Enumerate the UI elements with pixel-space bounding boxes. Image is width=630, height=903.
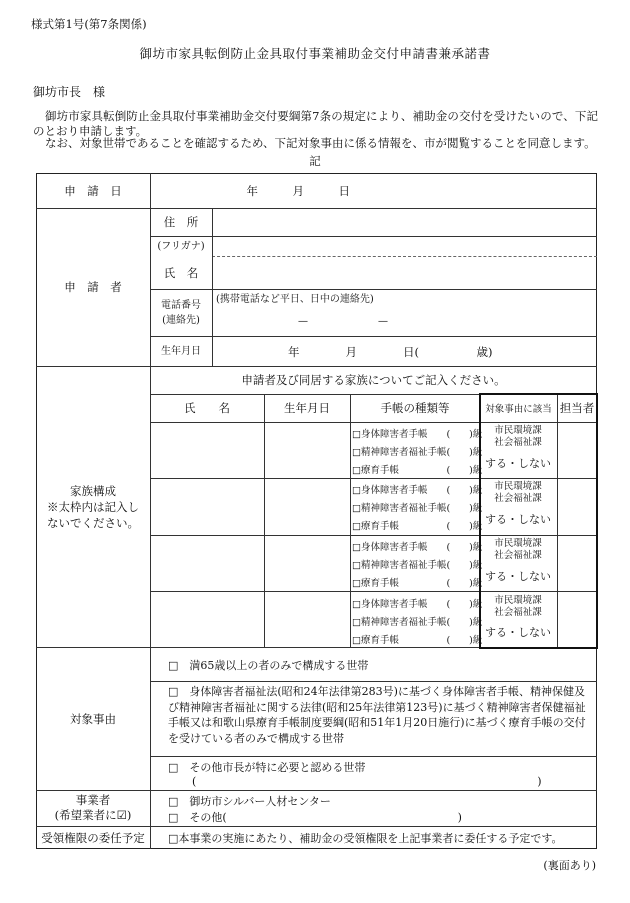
page-title: 御坊市家具転倒防止金具取付事業補助金交付申請書兼承諾書	[139, 46, 491, 61]
applies-choice[interactable]: する・しない	[485, 570, 551, 583]
handbook-option[interactable]: □身体障害者手帳 ( )級	[352, 599, 483, 610]
contractor-label: 事業者 (希望業者に☑)	[54, 793, 132, 822]
family-label: 家族構成 ※太枠内は記入し ないでください。	[47, 483, 139, 530]
col-name: 氏 名	[184, 401, 230, 415]
application-date-field[interactable]: 年 月 日	[246, 183, 350, 198]
back-side-note: (裏面あり)	[543, 859, 596, 872]
ki-mark: 記	[309, 154, 321, 168]
intro-paragraph-2: なお、対象世帯であることを確認するため、下記対象事由に係る情報を、市が閲覧することを同意します。	[45, 136, 596, 150]
col-dob: 生年月日	[284, 401, 330, 415]
reason-age-65[interactable]: □ 満65歳以上の者のみで構成する世帯	[168, 659, 369, 672]
application-date-label: 申 請 日	[64, 183, 122, 198]
handbook-option[interactable]: □療育手帳 ( )級	[352, 578, 483, 589]
intro-paragraph-1: 御坊市家具転倒防止金具取付事業補助金交付要綱第7条の規定により、補助金の交付を受けたいので、下記のとおり申請します。	[33, 109, 598, 138]
dept-label: 市民環境課 社会福祉課	[494, 481, 542, 504]
handbook-option[interactable]: □精神障害者福祉手帳( )級	[352, 447, 483, 458]
applies-choice[interactable]: する・しない	[485, 626, 551, 639]
address-field[interactable]	[212, 208, 597, 236]
addressee: 御坊市長 様	[33, 85, 106, 99]
contractor-other[interactable]: □ その他( )	[168, 811, 462, 824]
phone-note: (携帯電話など平日、日中の連絡先)	[216, 294, 374, 305]
handbook-option[interactable]: □療育手帳 ( )級	[352, 465, 483, 476]
dept-label: 市民環境課 社会福祉課	[494, 425, 542, 448]
dob-field[interactable]: 年 月 日( 歳)	[288, 345, 493, 359]
reason-disability[interactable]: □ 身体障害者福祉法(昭和24年法律第283号)に基づく身体障害者手帳、精神保健及び精神障害者福祉に関する法律(昭和25年法律第123号)に基づく精神障害者保健福祉手帳又は和歌山県療育手帳制度要綱(昭和51年1月20日施行)に基づく療育手帳の交付を受けている者のみで構成する世帯	[168, 685, 586, 745]
delegation-checkbox[interactable]: □本事業の実施にあたり、補助金の受領権限を上記事業者に委任する予定です。	[168, 832, 563, 845]
handbook-option[interactable]: □療育手帳 ( )級	[352, 521, 483, 532]
handbook-option[interactable]: □身体障害者手帳 ( )級	[352, 542, 483, 553]
address-label: 住 所	[163, 215, 199, 229]
handbook-option[interactable]: □身体障害者手帳 ( )級	[352, 485, 483, 496]
name-label: 氏 名	[163, 265, 199, 280]
handbook-option[interactable]: □身体障害者手帳 ( )級	[352, 429, 483, 440]
name-field[interactable]	[212, 256, 597, 289]
dob-label: 生年月日	[161, 345, 201, 357]
reason-other[interactable]: □ その他市長が特に必要と認める世帯	[168, 761, 366, 774]
dept-label: 市民環境課 社会福祉課	[494, 595, 542, 618]
applies-choice[interactable]: する・しない	[485, 457, 551, 470]
family-intro: 申請者及び同居する家族についてご記入ください。	[241, 373, 506, 387]
handbook-option[interactable]: □精神障害者福祉手帳( )級	[352, 560, 483, 571]
form-number: 様式第1号(第7条関係)	[31, 17, 147, 31]
phone-label: 電話番号 (連絡先)	[161, 299, 201, 326]
col-handbook: 手帳の種類等	[380, 401, 450, 415]
applicant-label: 申 請 者	[64, 280, 122, 294]
col-applies: 対象事由に該当	[485, 404, 552, 415]
handbook-option[interactable]: □精神障害者福祉手帳( )級	[352, 617, 483, 628]
col-staff: 担当者	[559, 401, 595, 415]
applies-choice[interactable]: する・しない	[485, 513, 551, 526]
furigana-field[interactable]	[212, 236, 597, 256]
delegation-label: 受領権限の委任予定	[41, 830, 145, 845]
phone-field[interactable]: — —	[298, 316, 388, 327]
contractor-silver[interactable]: □ 御坊市シルバー人材センター	[168, 795, 331, 808]
dept-label: 市民環境課 社会福祉課	[494, 538, 542, 561]
handbook-option[interactable]: □療育手帳 ( )級	[352, 635, 483, 646]
reason-other-detail[interactable]: ( )	[192, 775, 542, 788]
reasons-label: 対象事由	[70, 711, 116, 726]
handbook-option[interactable]: □精神障害者福祉手帳( )級	[352, 503, 483, 514]
furigana-label: (フリガナ)	[157, 240, 205, 252]
